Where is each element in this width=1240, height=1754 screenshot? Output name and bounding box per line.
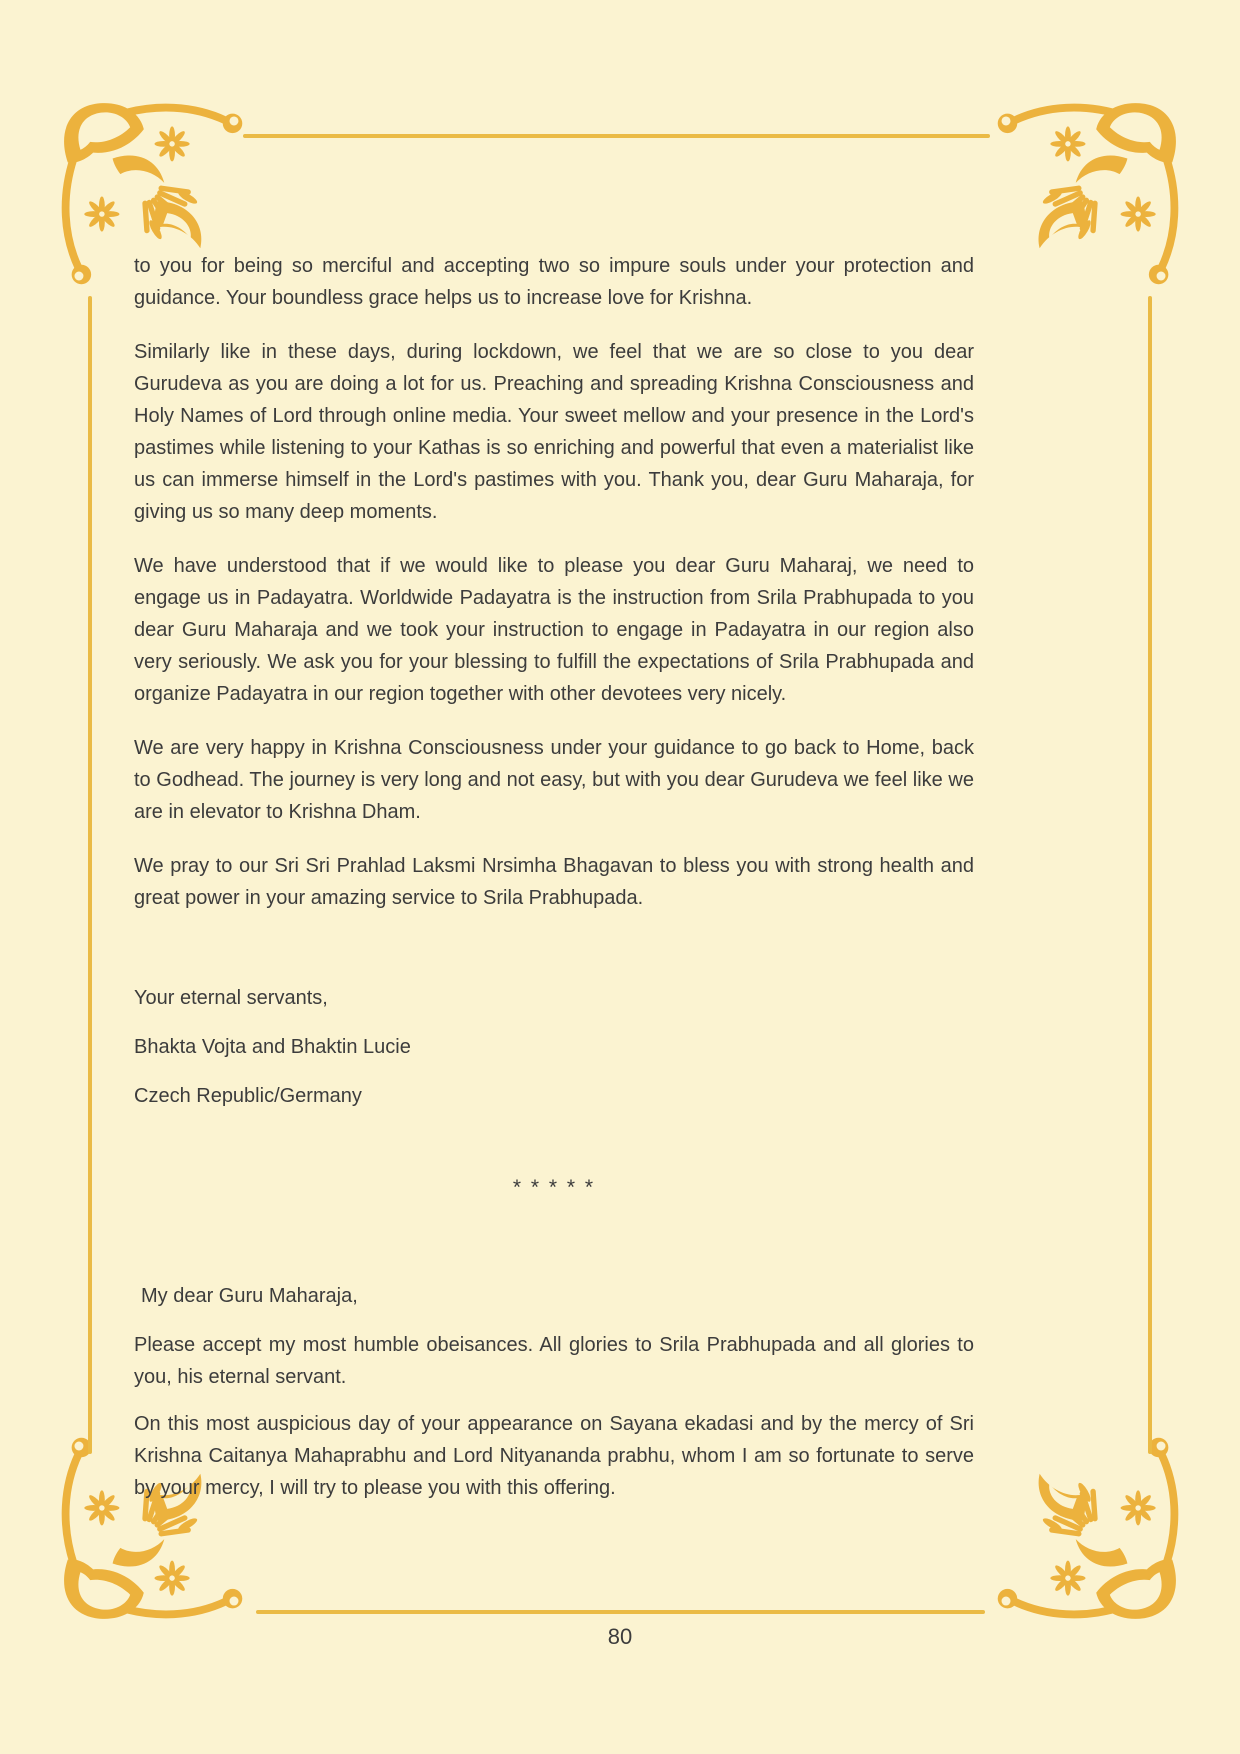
letter2-salutation: My dear Guru Maharaja,	[141, 1285, 358, 1307]
border-line-right	[1148, 296, 1152, 1454]
letter1-paragraph-4: We are very happy in Krishna Consciousness under your guidance to go back to Home, back to Godhead. The journey is very long and not easy, but with you dear Gurudeva we feel like we are in elevator to Krishna Dham.	[134, 737, 974, 823]
border-line-left	[88, 296, 92, 1454]
signature-names: Bhakta Vojta and Bhaktin Lucie	[134, 1036, 411, 1058]
signature-block	[134, 982, 974, 1112]
floral-corner-top-right-icon	[987, 100, 1182, 295]
letter1-paragraph-5: We pray to our Sri Sri Prahlad Laksmi Nrsimha Bhagavan to bless you with strong health and great power in your amazing service to Srila Prabhupada.	[134, 855, 974, 909]
signature-location: Czech Republic/Germany	[134, 1085, 362, 1107]
letter1-paragraph-3: We have understood that if we would like to please you dear Guru Maharaj, we need to engage us in Padayatra. Worldwide Padayatra is the instruction from Srila Prabhupada to you dear Guru Maharaja and we took your instruction to engage in Padayatra in our region also very seriously. We ask you for your blessing to fulfill the expectations of Srila Prabhupada and organize Padayatra in our region together with other devotees very nicely.	[134, 555, 974, 705]
letter2-paragraph-1: Please accept my most humble obeisances. All glories to Srila Prabhupada and all glories to you, his eternal servant.	[134, 1334, 974, 1388]
border-line-bottom	[256, 1610, 985, 1614]
letter1-paragraph-1: to you for being so merciful and accepting two so impure souls under your protection and guidance. Your boundless grace helps us to increase love for Krishna.	[134, 255, 974, 309]
floral-corner-bottom-right-icon	[987, 1427, 1182, 1622]
signature-closing: Your eternal servants,	[134, 987, 328, 1009]
page-number: 80	[607, 1624, 633, 1649]
letter-content	[134, 0, 974, 1519]
letter1-paragraph-2: Similarly like in these days, during lockdown, we feel that we are so close to you dear Gurudeva as you are doing a lot for us. Preaching and spreading Krishna Consciousness and Holy Names of Lord through online media. Your sweet mellow and your presence in the Lord's pastimes while listening to your Kathas is so enriching and powerful that even a materialist like us can immerse himself in the Lord's pastimes with you. Thank you, dear Guru Maharaja, for giving us so many deep moments.	[134, 341, 974, 523]
section-separator: * * * * *	[512, 1176, 596, 1199]
letter2-paragraph-2: On this most auspicious day of your appearance on Sayana ekadasi and by the mercy of Sri Krishna Caitanya Mahaprabhu and Lord Nityananda prabhu, whom I am so fortunate to serve by your mercy, I will try to please you with this offering.	[134, 1413, 974, 1499]
